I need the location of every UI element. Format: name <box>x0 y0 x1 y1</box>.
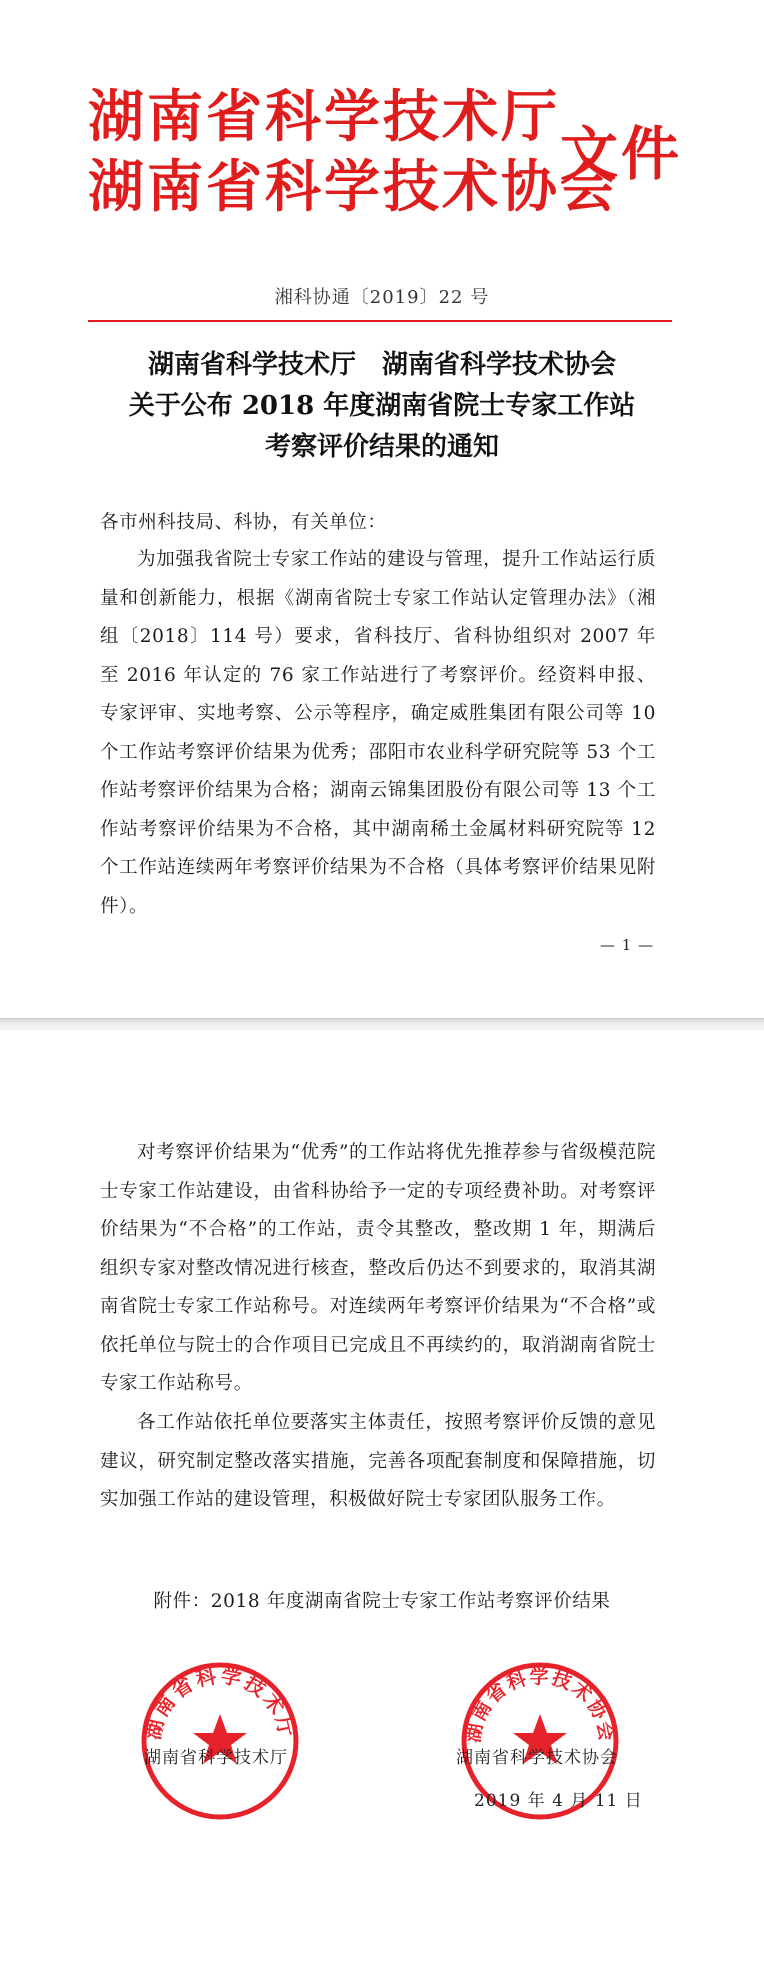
body-paragraph-1: 为加强我省院士专家工作站的建设与管理，提升工作站运行质量和创新能力，根据《湖南省院士专家工作站认定管理办法》（湘组〔2018〕114 号）要求，省科技厅、省科协组织对 2007 年至 2016 年认定的 76 家工作站进行了考察评价。经资料申报、专家评审、实地考察、公示等程序，确定威胜集团有限公司等 10 个工作站考察评价结果为优秀；邵阳市农业科学研究院等 53 个工作站考察评价结果为合格；湖南云锦集团股份有限公司等 13 个工作站考察评价结果为不合格，其中湖南稀土金属材料研究院等 12 个工作站连续两年考察评价结果为不合格（具体考察评价结果见附件）。 <box>100 549 656 917</box>
body-paragraph-2: 对考察评价结果为“优秀”的工作站将优先推荐参与省级模范院士专家工作站建设，由省科协给予一定的专项经费补助。对考察评价结果为“不合格”的工作站，责令其整改，整改期 1 年，期满后组织专家对整改情况进行核查，整改后仍达不到要求的，取消其湖南省院士专家工作站称号。对连续两年考察评价结果为“不合格”或依托单位与院士的合作项目已完成且不再续约的，取消湖南省院士专家工作站称号。 <box>100 1142 656 1394</box>
signature-left-org: 湖南省科学技术厅 <box>144 1748 288 1768</box>
salutation: 各市州科技局、科协，有关单位： <box>100 512 387 533</box>
body-paragraph-3: 各工作站依托单位要落实主体责任，按照考察评价反馈的意见建议，研究制定整改落实措施，完善各项配套制度和保障措施，切实加强工作站的建设管理，积极做好院士专家团队服务工作。 <box>100 1412 656 1510</box>
page-number: — 1 — <box>600 936 655 954</box>
document-number: 湘科协通〔2019〕22 号 <box>274 287 490 308</box>
document-page-2 <box>0 1030 764 1974</box>
attachment-note: 附件：2018 年度湖南省院士专家工作站考察评价结果 <box>153 1591 611 1612</box>
title-line-3: 考察评价结果的通知 <box>264 432 499 462</box>
document-type-tag: 文件 <box>560 120 683 188</box>
signature-right-org: 湖南省科学技术协会 <box>456 1748 618 1768</box>
svg-text:湖南省科学技术协会: 湖南省科学技术协会 <box>462 1666 618 1745</box>
issue-date: 2019 年 4 月 11 日 <box>474 1791 643 1811</box>
issuing-agency-line-1: 湖南省科学技术厅 <box>88 85 560 150</box>
title-line-1: 湖南省科学技术厅 湖南省科学技术协会 <box>147 350 616 380</box>
issuing-agency-line-2: 湖南省科学技术协会 <box>88 155 619 220</box>
header-divider <box>88 320 672 322</box>
official-seal-left <box>138 1659 302 1823</box>
title-line-2: 关于公布 2018 年度湖南省院士专家工作站 <box>128 391 636 421</box>
svg-text:湖南省科学技术厅: 湖南省科学技术厅 <box>140 1663 300 1742</box>
